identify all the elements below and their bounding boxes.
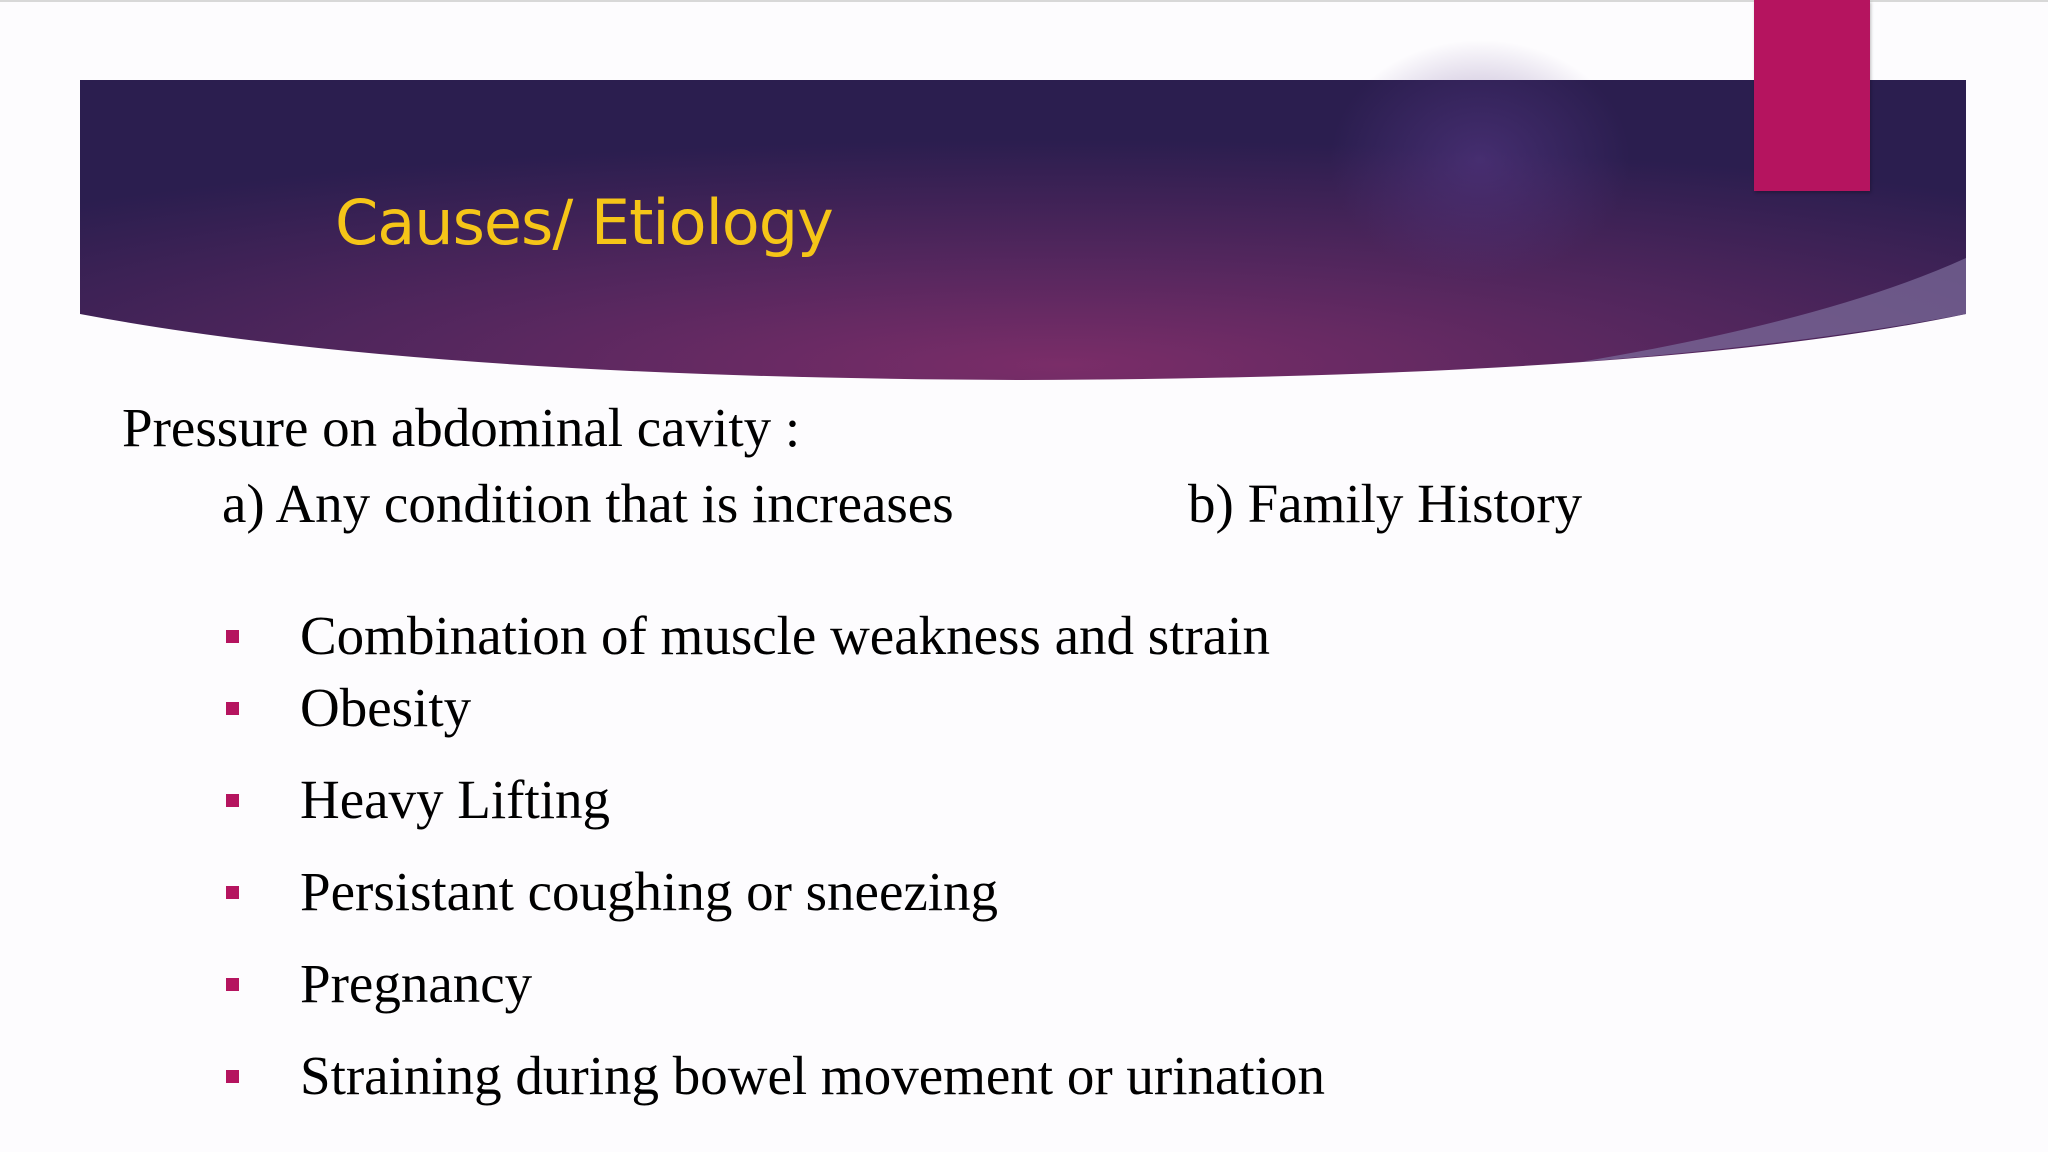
square-bullet-icon: [226, 886, 239, 899]
title-banner: [0, 0, 2048, 400]
bullet-text: Obesity: [300, 677, 472, 738]
slide-title: Causes/ Etiology: [335, 186, 833, 259]
bullet-text: Combination of muscle weakness and strain: [300, 605, 1270, 666]
sub-point-b: b) Family History: [1188, 473, 1583, 534]
bullet-text: Heavy Lifting: [300, 769, 611, 830]
square-bullet-icon: [226, 630, 239, 643]
sub-point-a: a) Any condition that is increases: [222, 473, 954, 534]
square-bullet-icon: [226, 1070, 239, 1083]
bullet-text: Straining during bowel movement or urination: [300, 1045, 1325, 1106]
square-bullet-icon: [226, 794, 239, 807]
bullet-text: Pregnancy: [300, 953, 533, 1014]
square-bullet-icon: [226, 978, 239, 991]
accent-bar: [1754, 0, 1870, 191]
intro-text: Pressure on abdominal cavity :: [122, 397, 801, 458]
bullet-text: Persistant coughing or sneezing: [300, 861, 999, 922]
square-bullet-icon: [226, 702, 239, 715]
